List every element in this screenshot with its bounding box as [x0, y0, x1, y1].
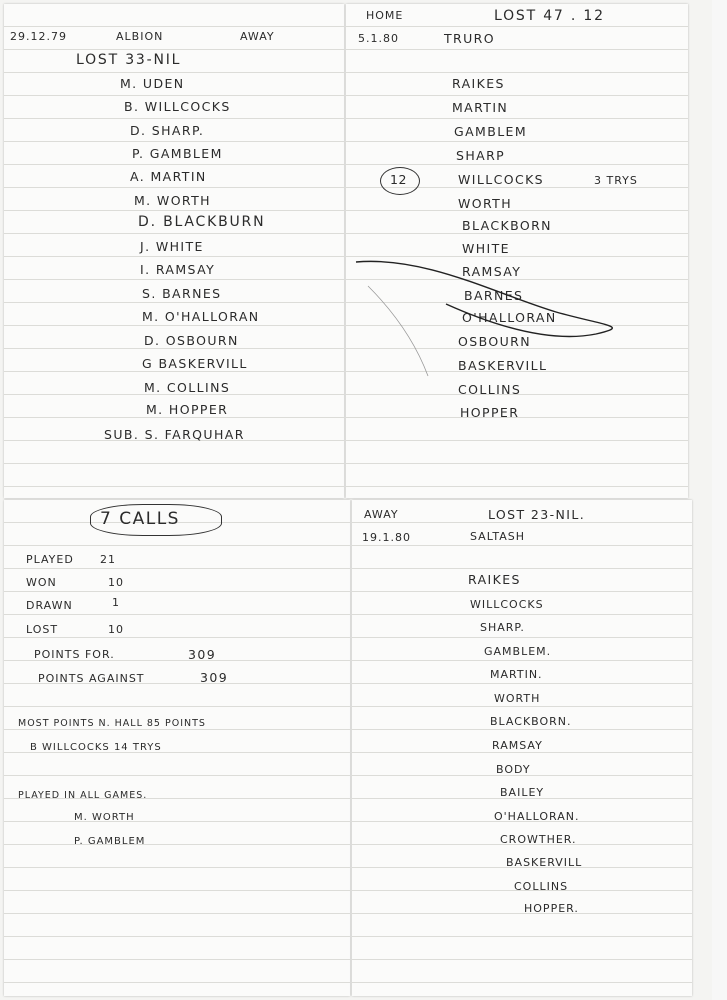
- venue: AWAY: [364, 508, 399, 521]
- player-name: GAMBLEM.: [484, 645, 552, 658]
- player-name: A. MARTIN: [130, 169, 207, 184]
- team-sheet-saltash: [352, 500, 692, 996]
- pen-strike-mark: [346, 4, 688, 498]
- drawn-label: DRAWN: [26, 599, 73, 612]
- match-date: 29.12.79: [10, 30, 67, 43]
- points-for-value: 309: [188, 647, 217, 662]
- player-name: M. UDEN: [120, 76, 185, 91]
- player-name: BLACKBORN.: [490, 715, 572, 728]
- tries-note: 3 TRYS: [594, 174, 638, 187]
- player-name: OSBOURN: [458, 334, 531, 349]
- player-name: RAIKES: [468, 572, 521, 587]
- drawn-value: 1: [112, 596, 120, 609]
- player-name: RAIKES: [452, 76, 505, 91]
- points-for-label: POINTS FOR.: [34, 648, 115, 661]
- player-name: J. WHITE: [140, 239, 204, 254]
- player-name: M. HOPPER: [146, 402, 229, 417]
- won-value: 10: [108, 576, 124, 589]
- player-name: MARTIN: [452, 100, 509, 115]
- player-name: CROWTHER.: [500, 833, 577, 846]
- venue: AWAY: [240, 30, 275, 43]
- substitute: SUB. S. FARQUHAR: [104, 427, 245, 442]
- result: LOST 33-NIL: [76, 52, 182, 68]
- player-name: D. BLACKBURN: [138, 214, 266, 230]
- player-name: COLLINS: [514, 880, 569, 893]
- player-name: WORTH: [494, 692, 541, 705]
- most-tries: B WILLCOCKS 14 TRYS: [30, 742, 162, 753]
- player-name: HOPPER.: [524, 902, 579, 915]
- all-games-player: P. GAMBLEM: [74, 836, 146, 847]
- player-name: HOPPER: [460, 405, 520, 420]
- team-sheet-truro: [346, 4, 688, 498]
- player-name: O'HALLORAN: [462, 310, 557, 325]
- score-mark: 12: [390, 172, 407, 187]
- player-name: M. O'HALLORAN: [142, 309, 260, 324]
- result: LOST 47 . 12: [494, 8, 605, 24]
- player-name: B. WILLCOCKS: [124, 99, 231, 114]
- player-name: M. WORTH: [134, 193, 211, 208]
- player-name: WILLCOCKS: [458, 172, 545, 187]
- venue: HOME: [366, 9, 404, 22]
- player-name: BASKERVILL: [458, 358, 548, 373]
- page-edge: [712, 0, 727, 1000]
- all-games-player: M. WORTH: [74, 812, 135, 823]
- played-value: 21: [100, 553, 116, 566]
- player-name: COLLINS: [458, 382, 522, 397]
- player-name: O'HALLORAN.: [494, 810, 580, 823]
- player-name: RAMSAY: [492, 739, 543, 752]
- player-name: S. BARNES: [142, 286, 222, 301]
- player-name: G BASKERVILL: [142, 356, 248, 371]
- calls-count: 7 CALLS: [100, 509, 180, 529]
- player-name: RAMSAY: [462, 264, 522, 279]
- player-name: BLACKBORN: [462, 218, 552, 233]
- player-name: WILLCOCKS: [470, 598, 544, 611]
- player-name: BAILEY: [500, 786, 545, 799]
- player-name: BARNES: [464, 288, 524, 303]
- player-name: P. GAMBLEM: [132, 146, 223, 161]
- result: LOST 23-NIL.: [488, 507, 586, 522]
- player-name: WHITE: [462, 241, 510, 256]
- played-label: PLAYED: [26, 553, 74, 566]
- opponent: TRURO: [444, 31, 495, 46]
- player-name: WORTH: [458, 196, 513, 211]
- opponent: SALTASH: [470, 530, 525, 543]
- player-name: D. OSBOURN: [144, 333, 239, 348]
- player-name: BODY: [496, 763, 531, 776]
- player-name: MARTIN.: [490, 668, 543, 681]
- player-name: BASKERVILL: [506, 856, 583, 869]
- player-name: D. SHARP.: [130, 123, 205, 138]
- match-date: 5.1.80: [358, 32, 399, 45]
- most-points: MOST POINTS N. HALL 85 POINTS: [18, 718, 206, 729]
- player-name: I. RAMSAY: [140, 262, 216, 277]
- lost-label: LOST: [26, 623, 59, 636]
- season-summary-sheet: [4, 500, 350, 996]
- won-label: WON: [26, 576, 57, 589]
- player-name: SHARP.: [480, 621, 525, 634]
- opponent: ALBION: [116, 30, 164, 43]
- player-name: GAMBLEM: [454, 124, 528, 139]
- player-name: M. COLLINS: [144, 380, 231, 395]
- points-against-label: POINTS AGAINST: [38, 672, 145, 685]
- all-games-title: PLAYED IN ALL GAMES.: [18, 790, 148, 801]
- player-name: SHARP: [456, 148, 506, 163]
- points-against-value: 309: [200, 670, 229, 685]
- lost-value: 10: [108, 623, 124, 636]
- team-sheet-albion: [4, 4, 344, 498]
- match-date: 19.1.80: [362, 531, 411, 544]
